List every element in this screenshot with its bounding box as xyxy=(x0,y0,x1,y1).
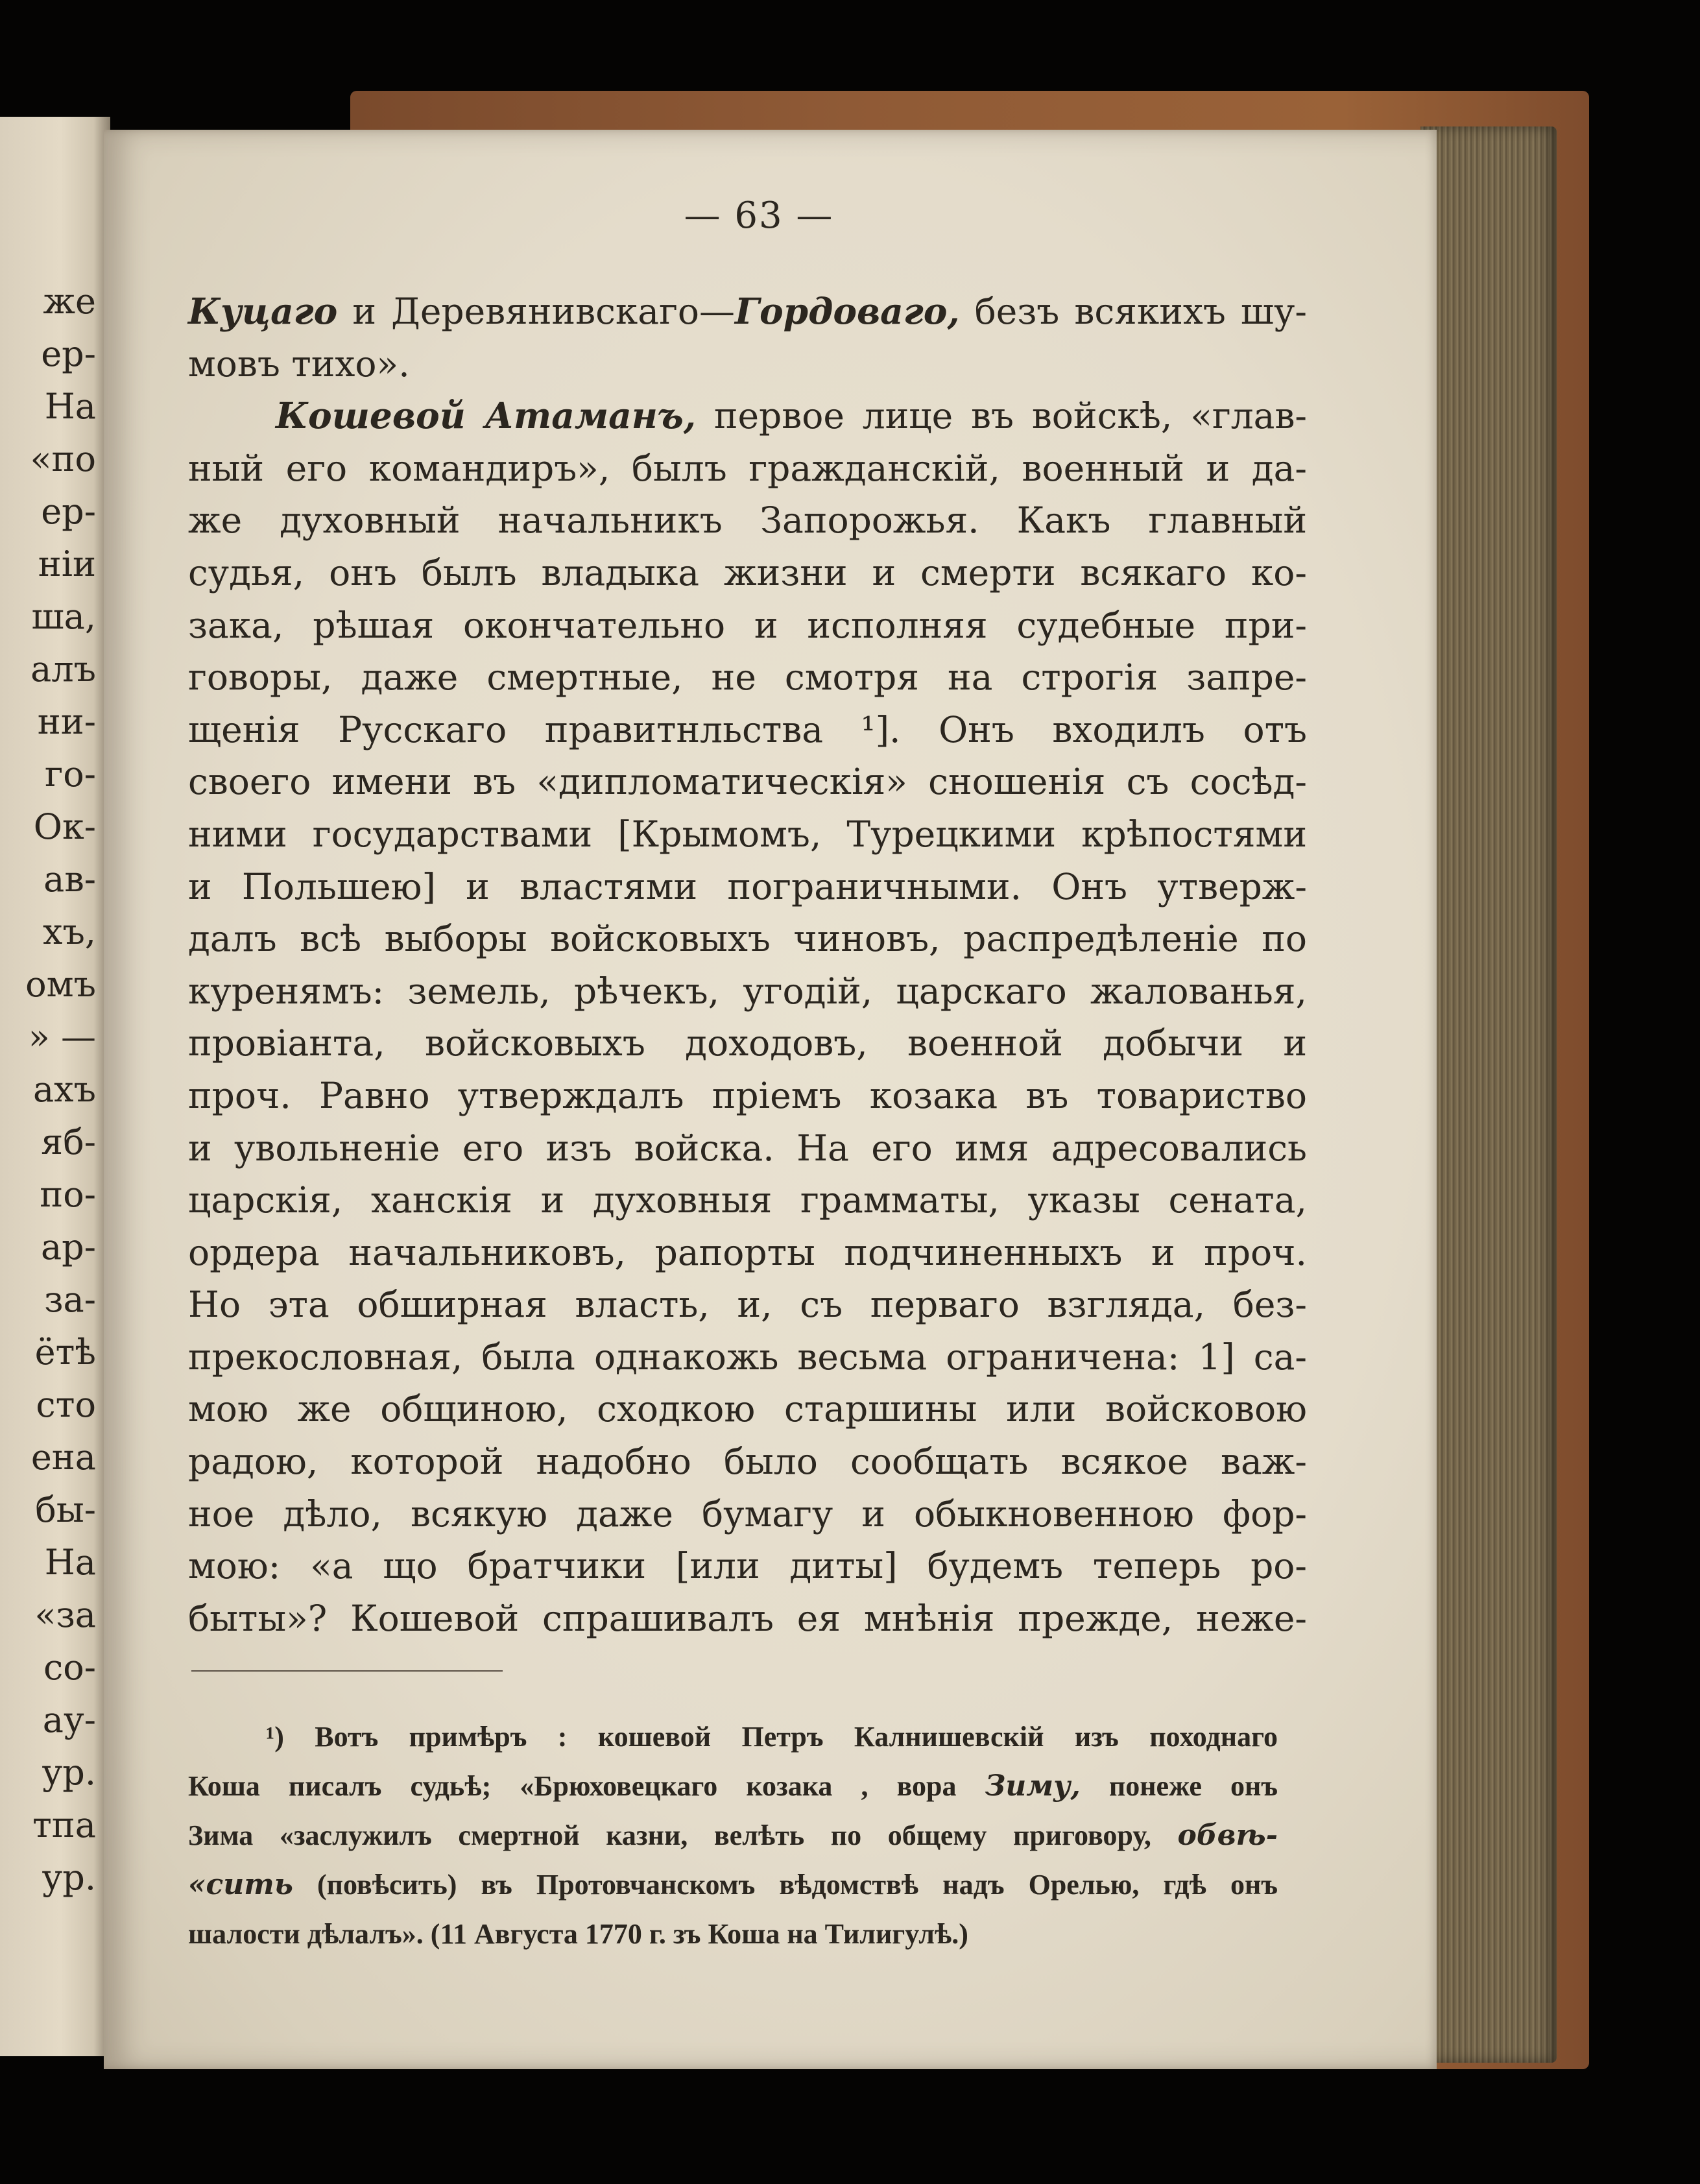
text-line: зака, рѣшая окончательно и исполняя судебные при- xyxy=(188,604,1307,646)
text-line xyxy=(188,285,1307,338)
left-page-fragment: «за xyxy=(34,1594,96,1635)
left-page-fragment: по- xyxy=(40,1174,96,1215)
footnote-divider xyxy=(191,1670,503,1672)
text-span: безъ всякихъ шу- xyxy=(959,291,1308,332)
text-line: ними государствами [Крымомъ, Турецкими крѣпостями xyxy=(188,813,1307,855)
left-page-fragment: со- xyxy=(43,1647,96,1688)
footnote-line xyxy=(188,1811,1278,1860)
left-facing-page xyxy=(0,117,110,2056)
left-page-fragment: бы- xyxy=(35,1489,96,1530)
left-page-fragment: » — xyxy=(28,1016,96,1057)
left-page-fragment: ена xyxy=(30,1437,96,1478)
text-line: мовъ тихо». xyxy=(188,342,410,385)
left-page-fragment: ур. xyxy=(42,1752,96,1793)
text-line: мою же общиною, сходкою старшины или войсковою xyxy=(188,1388,1307,1430)
footnote-line xyxy=(188,1762,1278,1811)
text-line: ный его командиръ», былъ гражданскій, военный и да- xyxy=(188,447,1307,489)
left-page-fragment: за- xyxy=(44,1279,96,1320)
text-span: Зима «заслужилъ смертной казни, велѣть по общему приговору, xyxy=(188,1819,1178,1851)
left-page-fragment: ер- xyxy=(41,491,96,532)
italic-name: Гордоваго, xyxy=(735,290,960,332)
left-page-fragment: Ок- xyxy=(33,806,96,847)
left-page-fragment: ётѣ xyxy=(34,1332,96,1373)
left-page-fragment: ніи xyxy=(38,544,96,584)
left-page-fragment: ур. xyxy=(42,1857,96,1898)
text-line xyxy=(188,390,1307,442)
italic-term: Кошевой Атаманъ, xyxy=(276,394,696,437)
text-span: первое лице въ войскѣ, «глав- xyxy=(695,395,1307,437)
text-line: проч. Равно утверждалъ пріемъ козака въ товариство xyxy=(188,1074,1307,1116)
left-page-fragment: ау- xyxy=(42,1699,96,1740)
left-page-fragment: хъ, xyxy=(43,911,96,952)
left-page-fragment: ер- xyxy=(41,333,96,374)
left-page-fragment: го- xyxy=(44,754,96,795)
text-line: радою, которой надобно было сообщать всякое важ- xyxy=(188,1441,1307,1483)
text-line: провіанта, войсковыхъ доходовъ, военной добычи и xyxy=(188,1022,1307,1064)
footnote-line xyxy=(188,1860,1278,1910)
left-page-fragment: же xyxy=(43,281,96,322)
text-span: Коша писалъ судьѣ; «Брюховецкаго козака , вора xyxy=(188,1770,985,1802)
text-line: мою: «а що братчики [или диты] будемъ теперь ро- xyxy=(188,1545,1307,1587)
left-page-fragment: ни- xyxy=(37,701,96,742)
left-page-fragment: На xyxy=(44,1542,96,1583)
text-line: щенія Русскаго правитнльства ¹]. Онъ входилъ отъ xyxy=(188,708,1307,750)
left-page-fragment: тпа xyxy=(32,1805,96,1845)
text-line: далъ всѣ выборы войсковыхъ чиновъ, распредѣленіе по xyxy=(188,918,1307,960)
text-line: царскія, ханскія и духовныя грамматы, указы сената, xyxy=(188,1179,1307,1221)
text-span: и Деревянивскаго— xyxy=(337,291,736,332)
left-page-fragment: ша, xyxy=(31,596,96,637)
text-line: и Польшею] и властями пограничными. Онъ утверж- xyxy=(188,865,1307,907)
left-page-fragment: сто xyxy=(36,1384,96,1425)
left-page-fragment: На xyxy=(44,386,96,427)
italic-name: Зиму, xyxy=(985,1770,1081,1803)
text-line: быты»? Кошевой спрашивалъ ея мнѣнія прежде, неже- xyxy=(188,1597,1307,1639)
main-text xyxy=(188,285,1307,1644)
text-span: понеже онъ xyxy=(1080,1770,1278,1802)
text-line: же духовный начальникъ Запорожья. Какъ главный xyxy=(188,499,1307,542)
left-page-fragment: омъ xyxy=(25,964,96,1005)
text-line: судья, онъ былъ владыка жизни и смерти всякаго ко- xyxy=(188,551,1307,594)
page-block-edges xyxy=(1420,126,1557,2063)
text-span: (повѣсить) въ Протовчанскомъ вѣдомствѣ надъ Орелью, гдѣ онъ xyxy=(293,1869,1278,1901)
footnote xyxy=(188,1712,1278,1959)
right-page xyxy=(104,130,1437,2069)
left-page-fragment: яб- xyxy=(41,1122,96,1162)
text-line: Но эта обширная власть, и, съ перваго взгляда, без- xyxy=(188,1284,1307,1326)
text-line: прекословная, была однакожь весьма ограничена: 1] са- xyxy=(188,1336,1307,1378)
left-page-fragment: алъ xyxy=(30,649,96,690)
italic-word: «сить xyxy=(188,1868,293,1901)
text-line: ордера начальниковъ, рапорты подчиненныхъ и проч. xyxy=(188,1231,1307,1273)
footnote-line: шалости дѣлалъ». (11 Августа 1770 г. зъ Коша на Тилигулѣ.) xyxy=(188,1918,968,1950)
text-line: говоры, даже смертные, не смотря на строгія запре- xyxy=(188,656,1307,699)
italic-word: обвѣ- xyxy=(1177,1819,1278,1852)
left-page-fragment: ар- xyxy=(40,1227,96,1267)
footnote-line: ¹) Вотъ примѣръ : кошевой Петръ Калнишевскій изъ походнаго xyxy=(266,1721,1278,1753)
left-page-fragment: «по xyxy=(30,438,96,479)
left-page-fragment: ахъ xyxy=(32,1069,96,1110)
italic-name: Куцаго xyxy=(188,290,338,332)
text-line: и увольненіе его изъ войска. На его имя адресовались xyxy=(188,1127,1307,1169)
left-page-fragment: ав- xyxy=(43,859,96,900)
page-number: — 63 — xyxy=(684,195,834,237)
text-line: ное дѣло, всякую даже бумагу и обыкновенною фор- xyxy=(188,1493,1307,1535)
text-line: куренямъ: земель, рѣчекъ, угодій, царскаго жалованья, xyxy=(188,970,1307,1012)
text-line: своего имени въ «дипломатическія» сношенія съ сосѣд- xyxy=(188,761,1307,803)
